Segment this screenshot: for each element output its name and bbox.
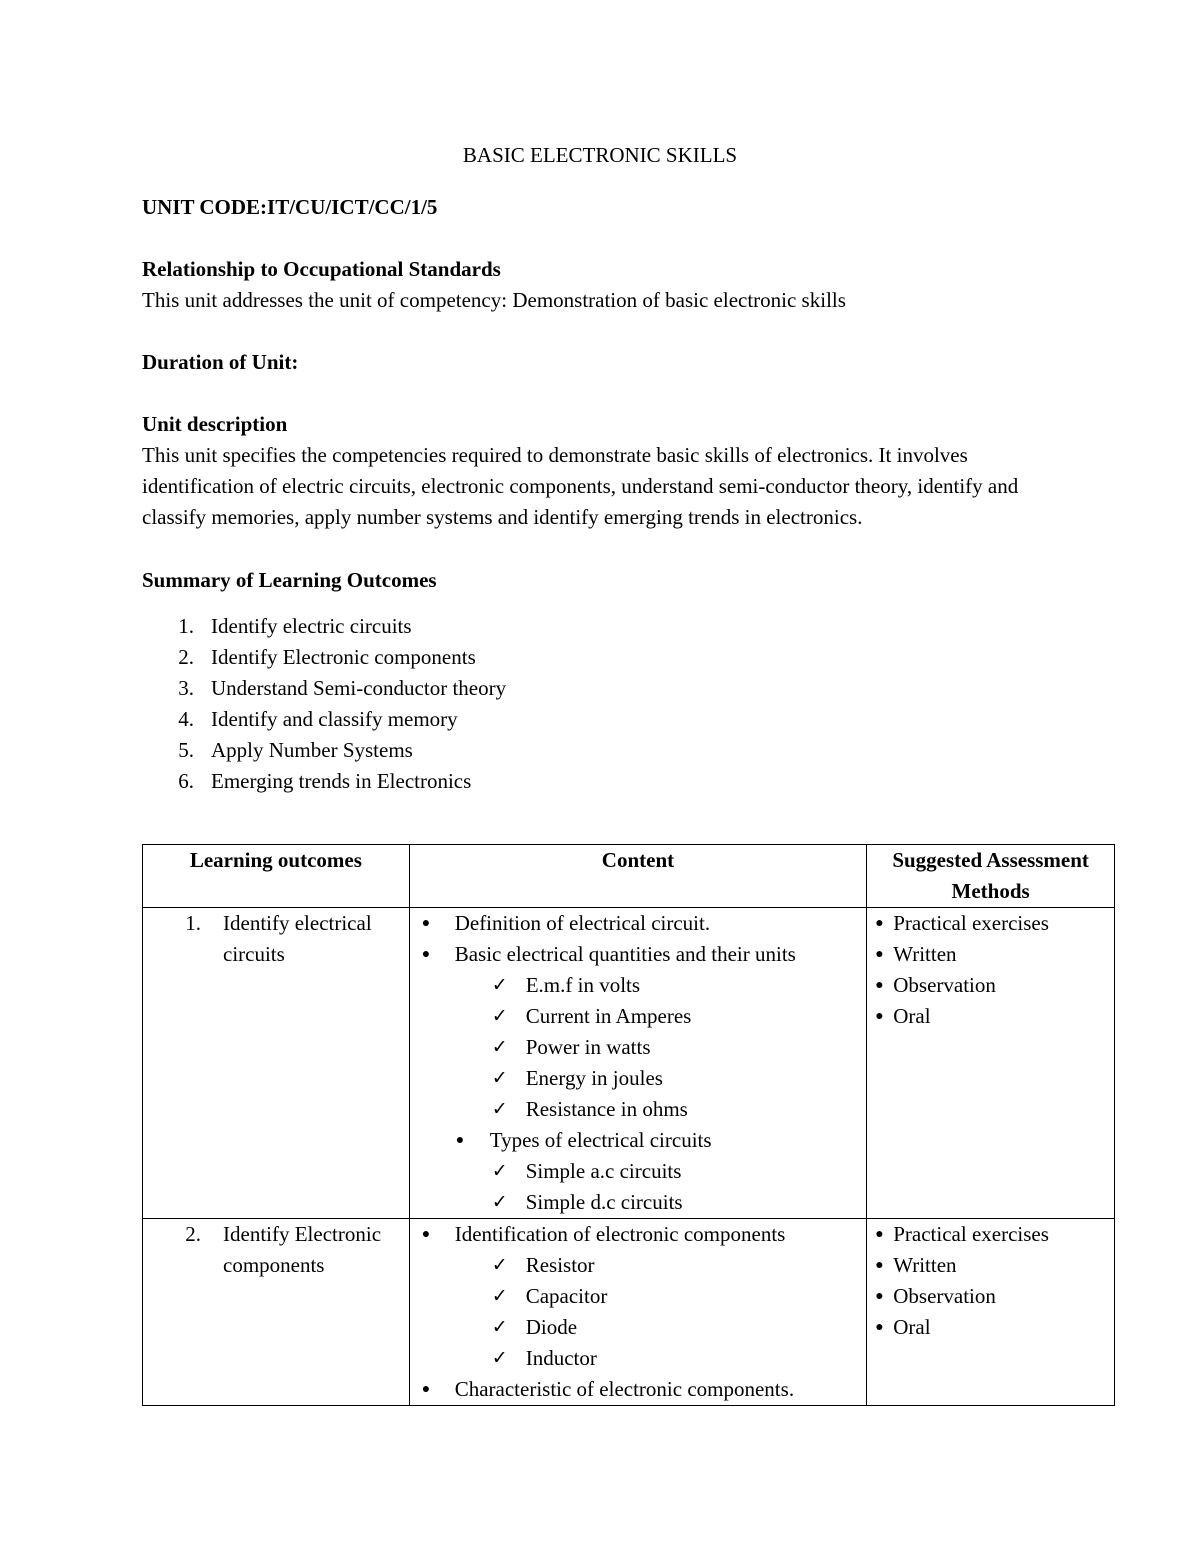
check-icon: ✓ [491, 1191, 508, 1213]
content-item-text: Current in Amperes [525, 1004, 692, 1028]
content-item-text: Resistor [525, 1253, 595, 1277]
content-cell [409, 908, 867, 1219]
content-item [410, 970, 867, 1001]
outcome-cell [143, 908, 410, 1219]
content-item-text: Simple d.c circuits [525, 1190, 683, 1214]
content-item [410, 1281, 867, 1312]
check-icon: ✓ [491, 974, 508, 996]
content-item-text: Basic electrical quantities and their units [454, 942, 796, 966]
list-text: Emerging trends in Electronics [211, 769, 472, 793]
assessment-item [867, 1219, 1114, 1250]
assessment-item [867, 1312, 1114, 1343]
content-item [410, 1094, 867, 1125]
assessment-item [867, 1250, 1114, 1281]
list-text: Apply Number Systems [211, 738, 413, 762]
description-text: This unit specifies the competencies required to demonstrate basic skills of electronics. It involves identification of electric circuits, electronic components, understand semi-conductor theory, identify and classify memories, apply number systems and identify emerging trends in electronics. [142, 443, 1019, 529]
check-icon: ✓ [491, 1036, 508, 1058]
content-item-text: Diode [525, 1315, 578, 1339]
relationship-text: This unit addresses the unit of competency: Demonstration of basic electronic skills [142, 288, 846, 312]
assessment-item [867, 908, 1114, 939]
assessment-item [867, 970, 1114, 1001]
assessment-item-text: Practical exercises [893, 911, 1049, 935]
table-row [143, 908, 1115, 1219]
list-number: 2. [178, 645, 194, 669]
header-assessment-methods: Suggested Assessment Methods [867, 845, 1115, 908]
list-number: 3. [178, 676, 194, 700]
list-text: Identify Electronic components [211, 645, 476, 669]
content-item-text: Simple a.c circuits [525, 1159, 682, 1183]
content-item-text: Characteristic of electronic components. [454, 1377, 795, 1401]
bullet-icon: ● [875, 1009, 884, 1024]
content-item [410, 908, 867, 939]
assessment-item-text: Written [893, 1253, 957, 1277]
content-item [410, 1032, 867, 1063]
list-number: 1. [178, 614, 194, 638]
learning-outcomes-table [142, 844, 1115, 1406]
check-icon: ✓ [491, 1316, 508, 1338]
outcome-text: Identify Electronic components [223, 1222, 382, 1277]
check-icon: ✓ [491, 1347, 508, 1369]
assessment-cell [867, 1219, 1115, 1406]
check-icon: ✓ [491, 1005, 508, 1027]
bullet-icon: ● [875, 1320, 884, 1335]
content-item-text: Capacitor [525, 1284, 608, 1308]
content-item-text: Definition of electrical circuit. [454, 911, 711, 935]
bullet-icon: ● [875, 947, 884, 962]
assessment-item [867, 939, 1114, 970]
list-text: Identify and classify memory [211, 707, 458, 731]
table-header-row [143, 845, 1115, 908]
unit-code: UNIT CODE:IT/CU/ICT/CC/1/5 [142, 195, 438, 219]
outcome-number: 1. [185, 911, 201, 935]
duration-heading: Duration of Unit: [142, 350, 299, 374]
content-item [410, 1125, 867, 1156]
content-item [410, 1001, 867, 1032]
outcome-text: Identify electrical circuits [223, 911, 372, 966]
assessment-item-text: Oral [893, 1315, 931, 1339]
list-text: Identify electric circuits [211, 614, 412, 638]
content-item-text: E.m.f in volts [525, 973, 641, 997]
content-item [410, 1374, 867, 1405]
list-text: Understand Semi-conductor theory [211, 676, 507, 700]
content-item-text: Inductor [525, 1346, 597, 1370]
outcome-number: 2. [185, 1222, 201, 1246]
content-item [410, 1250, 867, 1281]
bullet-icon: ● [421, 947, 431, 962]
content-item [410, 939, 867, 970]
bullet-icon: ● [421, 916, 431, 931]
check-icon: ✓ [491, 1285, 508, 1307]
content-item [410, 1156, 867, 1187]
check-icon: ✓ [491, 1098, 508, 1120]
check-icon: ✓ [491, 1067, 508, 1089]
bullet-icon: ● [421, 1382, 431, 1397]
outcome-cell [143, 1219, 410, 1406]
bullet-icon: ● [875, 916, 884, 931]
header-learning-outcomes: Learning outcomes [143, 845, 410, 908]
assessment-item-text: Written [893, 942, 957, 966]
check-icon: ✓ [491, 1254, 508, 1276]
list-number: 5. [178, 738, 194, 762]
content-item-text: Energy in joules [525, 1066, 663, 1090]
assessment-cell [867, 908, 1115, 1219]
summary-heading: Summary of Learning Outcomes [142, 568, 437, 592]
content-item-text: Types of electrical circuits [489, 1128, 712, 1152]
content-item [410, 1343, 867, 1374]
assessment-item [867, 1281, 1114, 1312]
document-title: BASIC ELECTRONIC SKILLS [462, 143, 738, 167]
assessment-item-text: Observation [893, 1284, 996, 1308]
relationship-heading: Relationship to Occupational Standards [142, 257, 501, 281]
table-row [143, 1219, 1115, 1406]
description-heading: Unit description [142, 412, 288, 436]
content-item-text: Identification of electronic components [454, 1222, 786, 1246]
bullet-icon: ● [875, 1227, 884, 1242]
content-item [410, 1219, 867, 1250]
bullet-icon: ● [421, 1227, 431, 1242]
assessment-item-text: Practical exercises [893, 1222, 1049, 1246]
bullet-icon: ● [455, 1133, 465, 1148]
bullet-icon: ● [875, 978, 884, 993]
assessment-item-text: Oral [893, 1004, 931, 1028]
list-number: 4. [178, 707, 194, 731]
assessment-item-text: Observation [893, 973, 996, 997]
list-number: 6. [178, 769, 194, 793]
content-cell [409, 1219, 867, 1406]
bullet-icon: ● [875, 1289, 884, 1304]
assessment-item [867, 1001, 1114, 1032]
check-icon: ✓ [491, 1160, 508, 1182]
content-item-text: Power in watts [525, 1035, 651, 1059]
bullet-icon: ● [875, 1258, 884, 1273]
content-item [410, 1063, 867, 1094]
content-item-text: Resistance in ohms [525, 1097, 688, 1121]
content-item [410, 1187, 867, 1218]
header-content: Content [409, 845, 867, 908]
content-item [410, 1312, 867, 1343]
